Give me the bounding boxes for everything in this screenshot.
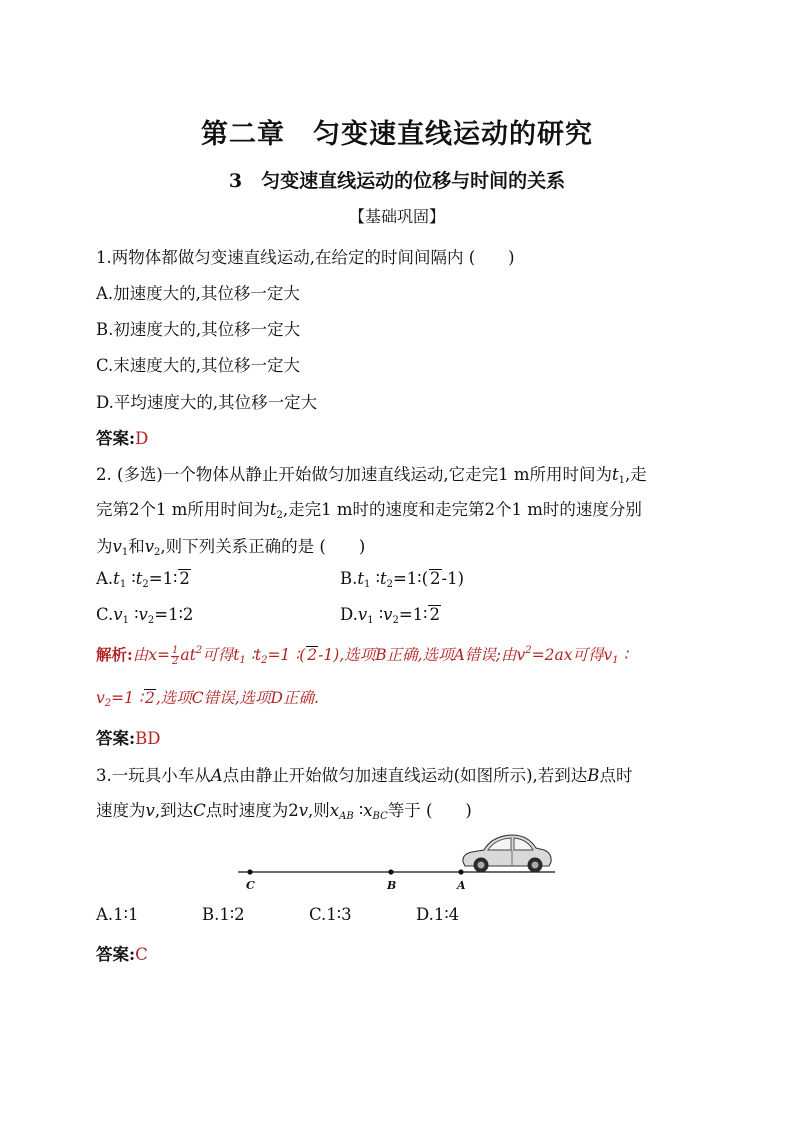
point-c-label: C xyxy=(246,879,255,892)
answer-label: 答案: xyxy=(96,729,136,748)
q2-option-a: $A.t_1$ $∶t_2=1∶$ 2 xyxy=(96,569,190,590)
q2-option-d: $D.v_1$ $∶v_2=1∶$ 2 xyxy=(340,605,440,626)
q3-line-2: 速度为v,到达C点时速度为2v,则$x_{AB}$ $∶x_{BC}$等于 ( ) xyxy=(96,801,472,822)
q1-stem: 1.两物体都做匀变速直线运动,在给定的时间间隔内 ( ) xyxy=(96,248,515,267)
q2-analysis-line-1: 解析:由x= $\frac{1}{2}$ $at^2$可得$t_1$ $∶t_2=1$ ∶( 2-1),选项B正确,选项A错误;由$v^2=2ax$可得$v_1$ ∶ xyxy=(96,644,628,667)
q2-line-1: 2. (多选)一个物体从静止开始做匀加速直线运动,它走完1 m所用时间为$t_1$,走 xyxy=(96,465,647,486)
answer-value: C xyxy=(135,945,148,964)
answer-value: D xyxy=(135,429,149,448)
answer-value: BD xyxy=(135,729,161,748)
q3-option-c: C.1∶3 xyxy=(309,905,352,924)
q3-option-d: D.1∶4 xyxy=(416,905,460,924)
analysis-label: 解析: xyxy=(96,645,133,664)
section-title: 3 匀变速直线运动的位移与时间的关系 xyxy=(228,170,566,192)
q2-line-3: 为$v_1$和$v_2$,则下列关系正确的是 ( ) xyxy=(96,537,366,558)
q3-option-b: B.1∶2 xyxy=(202,905,245,924)
q2-option-b: $B.t_1$ $∶t_2=1∶$( 2-1) xyxy=(340,569,465,590)
answer-label: 答案: xyxy=(96,945,136,964)
q2-analysis-line-2: $v_2=1$ ∶ 2,选项C错误,选项D正确. xyxy=(96,689,319,709)
q1-option-c: C.末速度大的,其位移一定大 xyxy=(96,356,301,375)
q1-option-b: B.初速度大的,其位移一定大 xyxy=(96,320,301,339)
q1-answer xyxy=(96,425,148,449)
q3-option-a: A.1∶1 xyxy=(96,905,139,924)
chapter-title: 第二章 匀变速直线运动的研究 xyxy=(201,119,593,150)
answer-label: 答案: xyxy=(96,429,136,448)
car-illustration xyxy=(230,826,570,896)
point-a-label: A xyxy=(457,879,466,892)
q1-option-a: A.加速度大的,其位移一定大 xyxy=(96,284,300,303)
car-track-figure xyxy=(230,826,570,896)
point-b-label: B xyxy=(387,879,397,892)
q3-line-1: 3.一玩具小车从A点由静止开始做匀加速直线运动(如图所示),若到达B点时 xyxy=(96,766,633,785)
section-label: 【基础巩固】 xyxy=(348,207,445,226)
q3-answer xyxy=(96,941,148,965)
q1-option-d: D.平均速度大的,其位移一定大 xyxy=(96,393,318,412)
q2-line-2: 完第2个1 m所用时间为$t_2$,走完1 m时的速度和走完第2个1 m时的速度分别 xyxy=(96,500,642,521)
q2-answer xyxy=(96,725,160,749)
q2-option-c: $C.v_1$ $∶v_2=1∶2$ xyxy=(96,605,194,626)
